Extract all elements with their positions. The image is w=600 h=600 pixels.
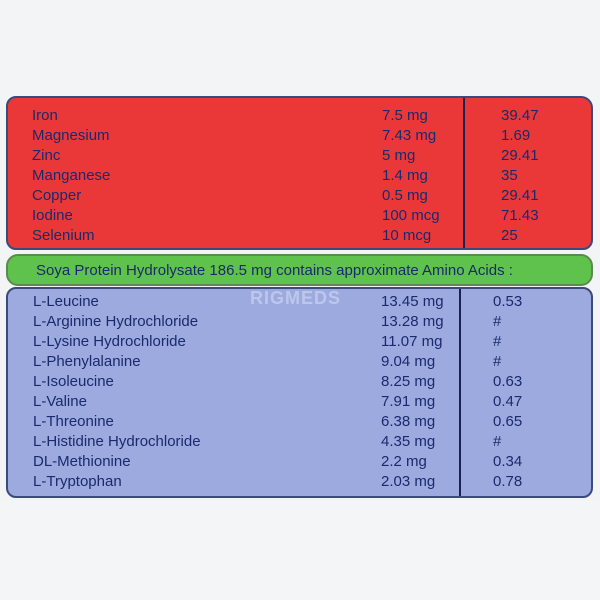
amino-acid-percent: # <box>493 313 502 330</box>
nutrient-amount: 0.5 mg <box>382 187 428 204</box>
amino-acid-name: L-Threonine <box>33 413 114 430</box>
amino-acid-amount: 13.28 mg <box>381 313 444 330</box>
table-row <box>8 372 591 392</box>
nutrient-name: Magnesium <box>32 127 110 144</box>
minerals-table <box>6 96 593 250</box>
amino-acid-amount: 4.35 mg <box>381 433 436 450</box>
amino-acid-amount: 2.03 mg <box>381 473 436 490</box>
amino-acid-amount: 13.45 mg <box>381 293 444 310</box>
amino-acid-percent: # <box>493 333 502 350</box>
nutrient-percent: 71.43 <box>501 207 539 224</box>
nutrient-percent: 29.41 <box>501 187 539 204</box>
table-row <box>8 332 591 352</box>
table-row <box>8 432 591 452</box>
nutrient-name: Manganese <box>32 167 111 184</box>
banner-text: Soya Protein Hydrolysate 186.5 mg contains approximate Amino Acids : <box>36 262 513 279</box>
nutrient-name: Copper <box>32 187 82 204</box>
table-row <box>8 226 591 246</box>
amino-acid-percent: 0.47 <box>493 393 523 410</box>
nutrient-name: Iron <box>32 107 58 124</box>
amino-acid-amount: 11.07 mg <box>381 333 443 350</box>
nutrient-amount: 10 mcg <box>382 227 432 244</box>
amino-acid-percent: 0.65 <box>493 413 523 430</box>
amino-acid-name: L-Valine <box>33 393 87 410</box>
nutrient-percent: 1.69 <box>501 127 531 144</box>
table-row <box>8 452 591 472</box>
table-row <box>8 392 591 412</box>
amino-acid-name: L-Isoleucine <box>33 373 114 390</box>
table-row <box>8 206 591 226</box>
amino-acid-percent: 0.34 <box>493 453 523 470</box>
table-row <box>8 352 591 372</box>
table-row <box>8 412 591 432</box>
amino-acid-amount: 2.2 mg <box>381 453 427 470</box>
nutrient-name: Iodine <box>32 207 73 224</box>
amino-acid-amount: 7.91 mg <box>381 393 436 410</box>
nutrient-amount: 100 mcg <box>382 207 440 224</box>
nutrient-amount: 1.4 mg <box>382 167 428 184</box>
nutrient-percent: 35 <box>501 167 518 184</box>
amino-acid-amount: 9.04 mg <box>381 353 436 370</box>
amino-acid-amount: 8.25 mg <box>381 373 436 390</box>
amino-acid-name: L-Tryptophan <box>33 473 122 490</box>
amino-acid-percent: # <box>493 433 502 450</box>
watermark: RIGMEDS <box>250 288 342 308</box>
amino-acid-percent: # <box>493 353 502 370</box>
table-row <box>8 126 591 146</box>
label-background <box>0 500 600 600</box>
nutrient-amount: 7.5 mg <box>382 107 428 124</box>
amino-acid-percent: 0.78 <box>493 473 523 490</box>
amino-acid-table <box>6 287 593 498</box>
amino-acid-name: L-Phenylalanine <box>33 353 141 370</box>
nutrient-percent: 29.41 <box>501 147 539 164</box>
table-row <box>8 106 591 126</box>
table-row <box>8 146 591 166</box>
nutrient-amount: 7.43 mg <box>382 127 437 144</box>
amino-acid-banner <box>6 254 593 286</box>
amino-acid-name: L-Leucine <box>33 293 99 310</box>
amino-acid-percent: 0.53 <box>493 293 523 310</box>
amino-acid-name: L-Arginine Hydrochloride <box>33 313 199 330</box>
amino-acid-name: DL-Methionine <box>33 453 131 470</box>
table-row <box>8 312 591 332</box>
nutrient-amount: 5 mg <box>382 147 416 164</box>
nutrient-percent: 25 <box>501 227 518 244</box>
table-row <box>8 186 591 206</box>
amino-acid-name: L-Lysine Hydrochloride <box>33 333 186 350</box>
table-row <box>8 472 591 492</box>
nutrient-percent: 39.47 <box>501 107 539 124</box>
amino-acid-name: L-Histidine Hydrochloride <box>33 433 201 450</box>
table-row <box>8 166 591 186</box>
amino-acid-percent: 0.63 <box>493 373 523 390</box>
amino-acid-amount: 6.38 mg <box>381 413 436 430</box>
nutrient-name: Zinc <box>32 147 61 164</box>
nutrient-name: Selenium <box>32 227 95 244</box>
